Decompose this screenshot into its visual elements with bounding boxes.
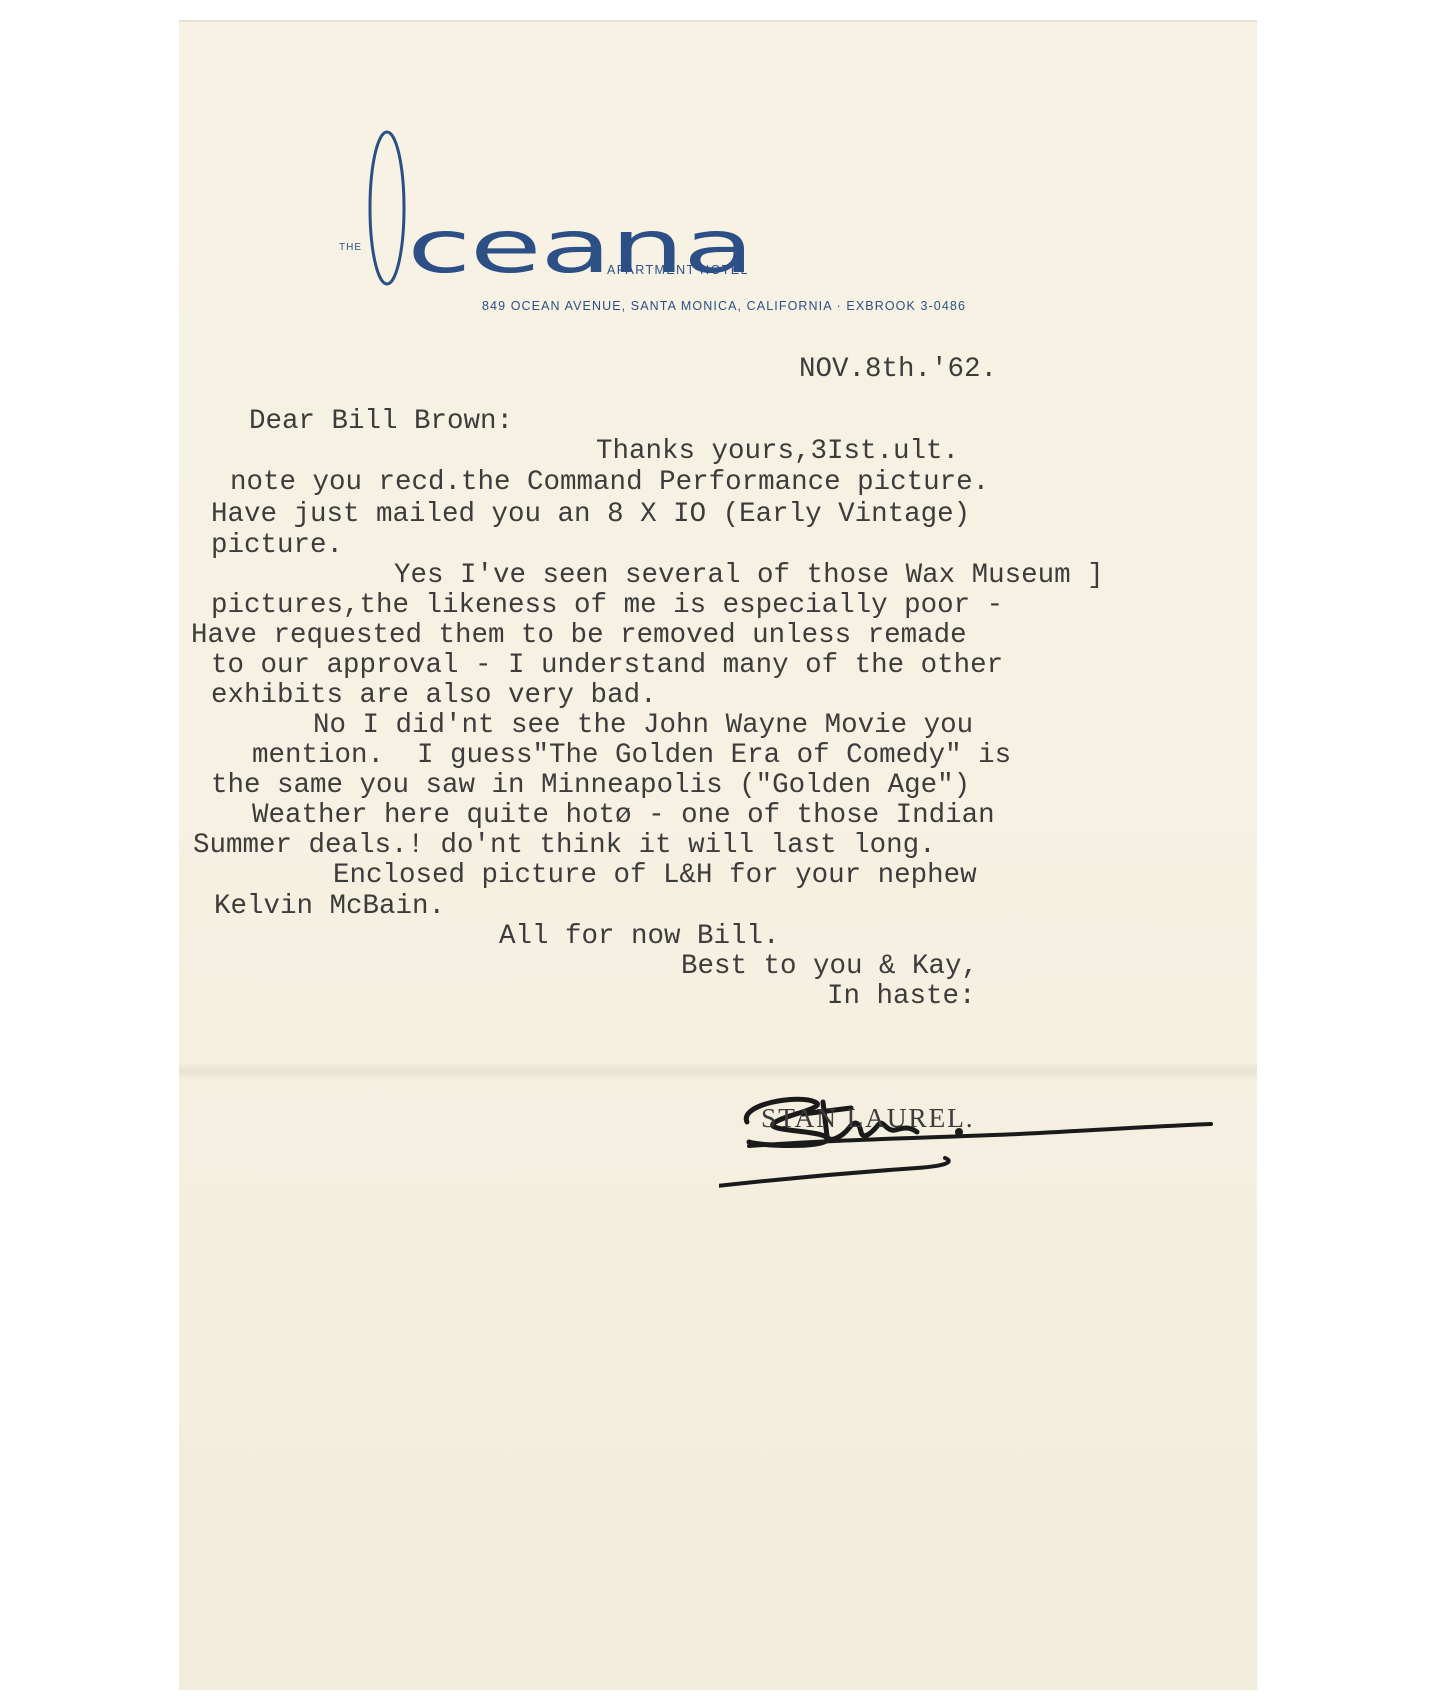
letter-line: Have just mailed you an 8 X IO (Early Vintage) [211,499,971,530]
handwritten-signature [719,1074,1257,1214]
letter-line: mention. I guess"The Golden Era of Comedy" is [252,740,1012,771]
letter-line: the same you saw in Minneapolis ("Golden Age") [211,770,971,801]
letter-line: pictures,the likeness of me is especially poor - [211,590,1004,621]
letter-line: Best to you & Kay, [681,951,979,982]
letterhead-address: 849 OCEAN AVENUE, SANTA MONICA, CALIFORNIA · EXBROOK 3-0486 [482,299,967,313]
letter-line: All for now Bill. [499,921,780,952]
letter-line: Thanks yours,3Ist.ult. [596,436,960,467]
letterhead-name: ceana [407,205,753,290]
letterhead-subtitle: APARTMENT HOTEL [607,263,749,277]
letter-line: exhibits are also very bad. [211,680,657,711]
letter-line: Yes I've seen several of those Wax Museum ] [394,560,1104,591]
letter-line: Summer deals.! do'nt think it will last long. [193,830,936,861]
letter-line: note you recd.the Command Performance picture. [230,467,990,498]
letter-line: Enclosed picture of L&H for your nephew [333,860,977,891]
letter-date: NOV.8th.'62. [799,354,998,385]
letter-line: Have requested them to be removed unless remade [191,620,967,651]
letter-line: No I did'nt see the John Wayne Movie you [313,710,974,741]
letter-line: Dear Bill Brown: [249,406,514,437]
letter-page [179,20,1257,1690]
signer-name: STAN LAUREL. [761,1102,975,1133]
letter-line: In haste: [827,981,976,1012]
letter-line: to our approval - I understand many of the other [211,650,1004,681]
letter-line: Kelvin McBain. [214,891,446,922]
letter-line: picture. [211,530,344,561]
oceana-logo [367,130,987,310]
letter-line: Weather here quite hotø - one of those Indian [252,800,995,831]
letterhead [179,22,1257,322]
letterhead-prefix: THE [339,242,362,253]
